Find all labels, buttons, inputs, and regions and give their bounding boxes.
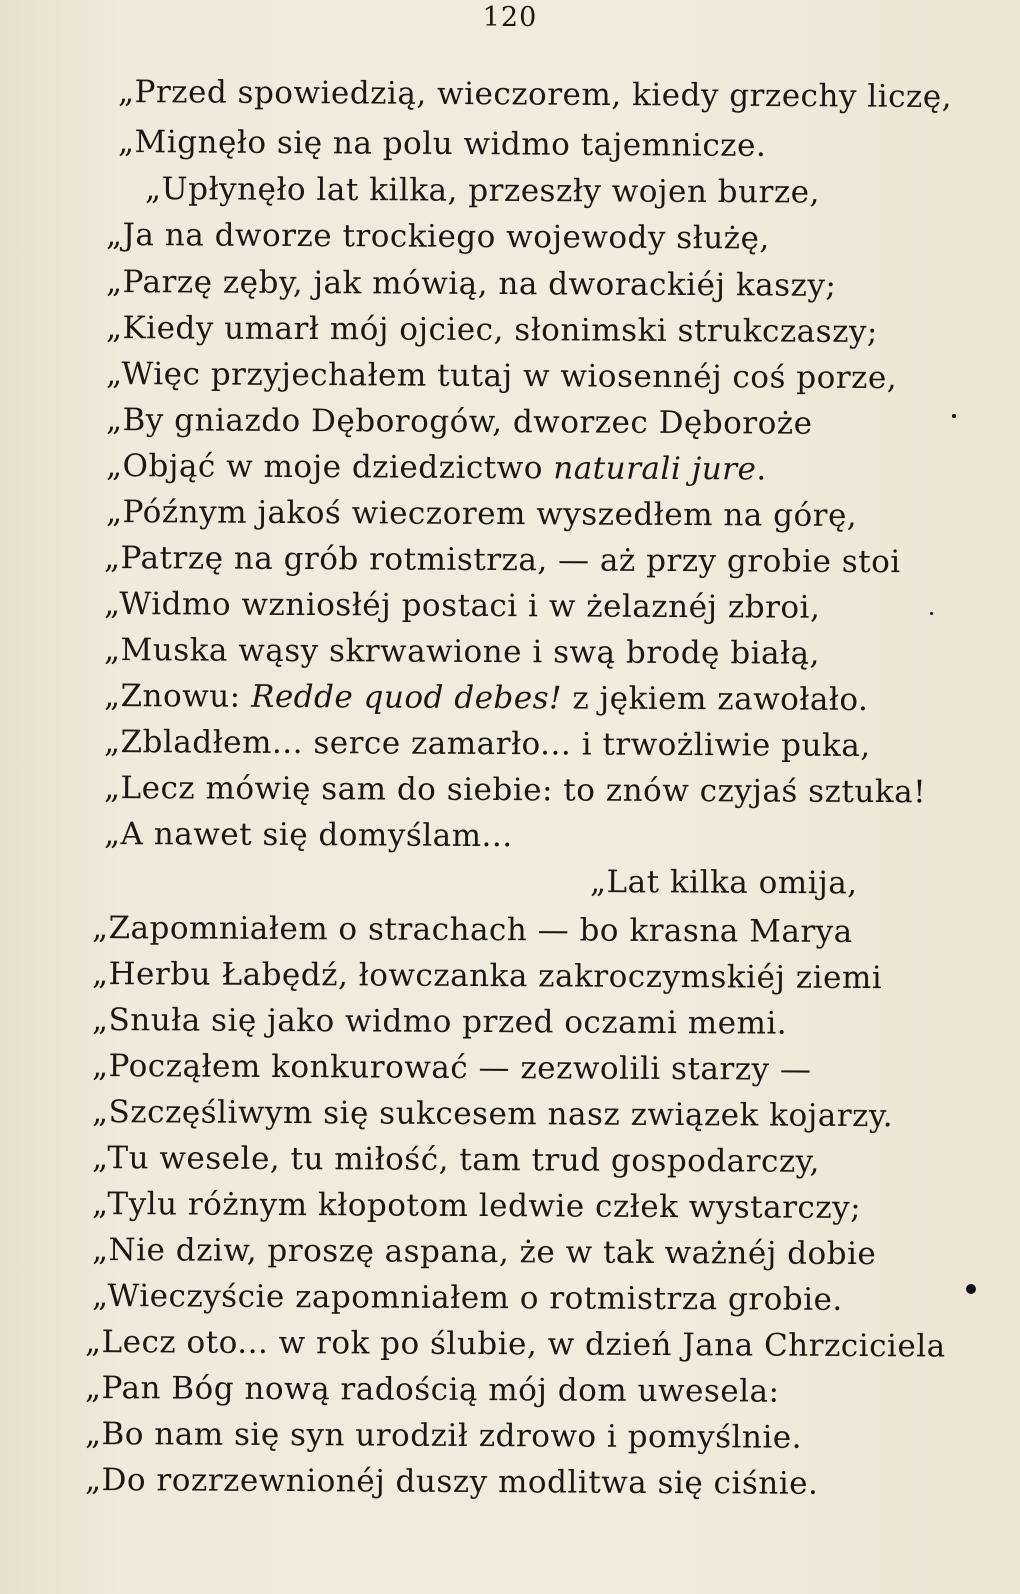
ink-speck (930, 612, 933, 615)
verse-line: „Zbladłem... serce zamarło... i trwożliwie puka, (103, 724, 871, 765)
verse-text: „Objąć w moje dziedzictwo (105, 448, 554, 487)
verse-line: „Herbu Łabędź, łowczanka zakroczymskiéj ziemi (91, 956, 883, 997)
verse-line: „Nie dziw, proszę aspana, że w tak ważnéj dobie (91, 1232, 877, 1273)
verse-line: „Zapomniałem o strachach — bo krasna Marya (91, 910, 853, 950)
verse-line: „Do rozrzewnionéj duszy modlitwa się ciśnie. (84, 1462, 819, 1502)
verse-line (104, 676, 869, 720)
verse-line: „Począłem konkurować — zezwolili starzy — (91, 1048, 812, 1088)
verse-line (106, 446, 767, 489)
verse-line: „Lat kilka omija, (589, 864, 858, 902)
verse-line: „Przed spowiedzią, wieczorem, kiedy grzechy liczę, (117, 74, 953, 116)
ink-speck (966, 1284, 976, 1294)
latin-phrase: naturali jure (553, 450, 757, 488)
verse-line: „Wieczyście zapomniałem o rotmistrza grobie. (91, 1278, 843, 1318)
verse-line: „Parzę zęby, jak mówią, na dworackiéj kaszy; (105, 264, 837, 304)
verse-line: „Kiedy umarł mój ojciec, słonimski strukczaszy; (105, 310, 879, 351)
verse-line: „A nawet się domyślam... (103, 816, 513, 855)
verse-line: „Tylu różnym kłopotom ledwie człek wystarczy; (91, 1186, 862, 1227)
verse-line: „Widmo wzniosłéj postaci i w żelaznéj zbroi, (103, 586, 821, 626)
verse-line: „Bo nam się syn urodził zdrowo i pomyślnie. (84, 1416, 803, 1456)
verse-line: „Mignęło się na polu widmo tajemnicze. (117, 124, 767, 164)
verse-text: „Znowu: (103, 678, 252, 715)
verse-line: „Tu wesele, tu miłość, tam trud gospodarczy, (91, 1140, 821, 1180)
verse-line: „Muska wąsy skrwawione i swą brodę białą, (103, 632, 821, 672)
verse-line: „Szczęśliwym się sukcesem nasz związek kojarzy. (91, 1094, 894, 1135)
latin-phrase: Redde quod debes! (250, 678, 563, 717)
verse-line: „Ja na dworze trockiego wojewody służę, (105, 217, 770, 257)
ink-speck (952, 414, 956, 418)
verse-line: „Snuła się jako widmo przed oczami memi. (91, 1002, 788, 1042)
verse-line: „By gniazdo Dęborogów, dworzec Dęboroże (105, 402, 813, 442)
verse-line: „Więc przyjechałem tutaj w wiosennéj coś porze, (105, 356, 898, 397)
verse-line: „Późnym jakoś wieczorem wyszedłem na górę, (105, 494, 858, 534)
verse-line: „Upłynęło lat kilka, przeszły wojen burze, (144, 171, 820, 211)
page-number: 120 (482, 2, 538, 33)
verse-line: „Lecz mówię sam do siebie: to znów czyjaś sztuka! (103, 770, 927, 811)
verse-text: . (756, 451, 767, 488)
verse-text: z jękiem zawołało. (561, 680, 869, 719)
verse-line: „Patrzę na grób rotmistrza, — aż przy grobie stoi (103, 540, 901, 581)
verse-line: „Lecz oto... w rok po ślubie, w dzień Jana Chrzciciela (84, 1324, 946, 1365)
verse-line: „Pan Bóg nową radością mój dom uwesela: (84, 1370, 780, 1410)
